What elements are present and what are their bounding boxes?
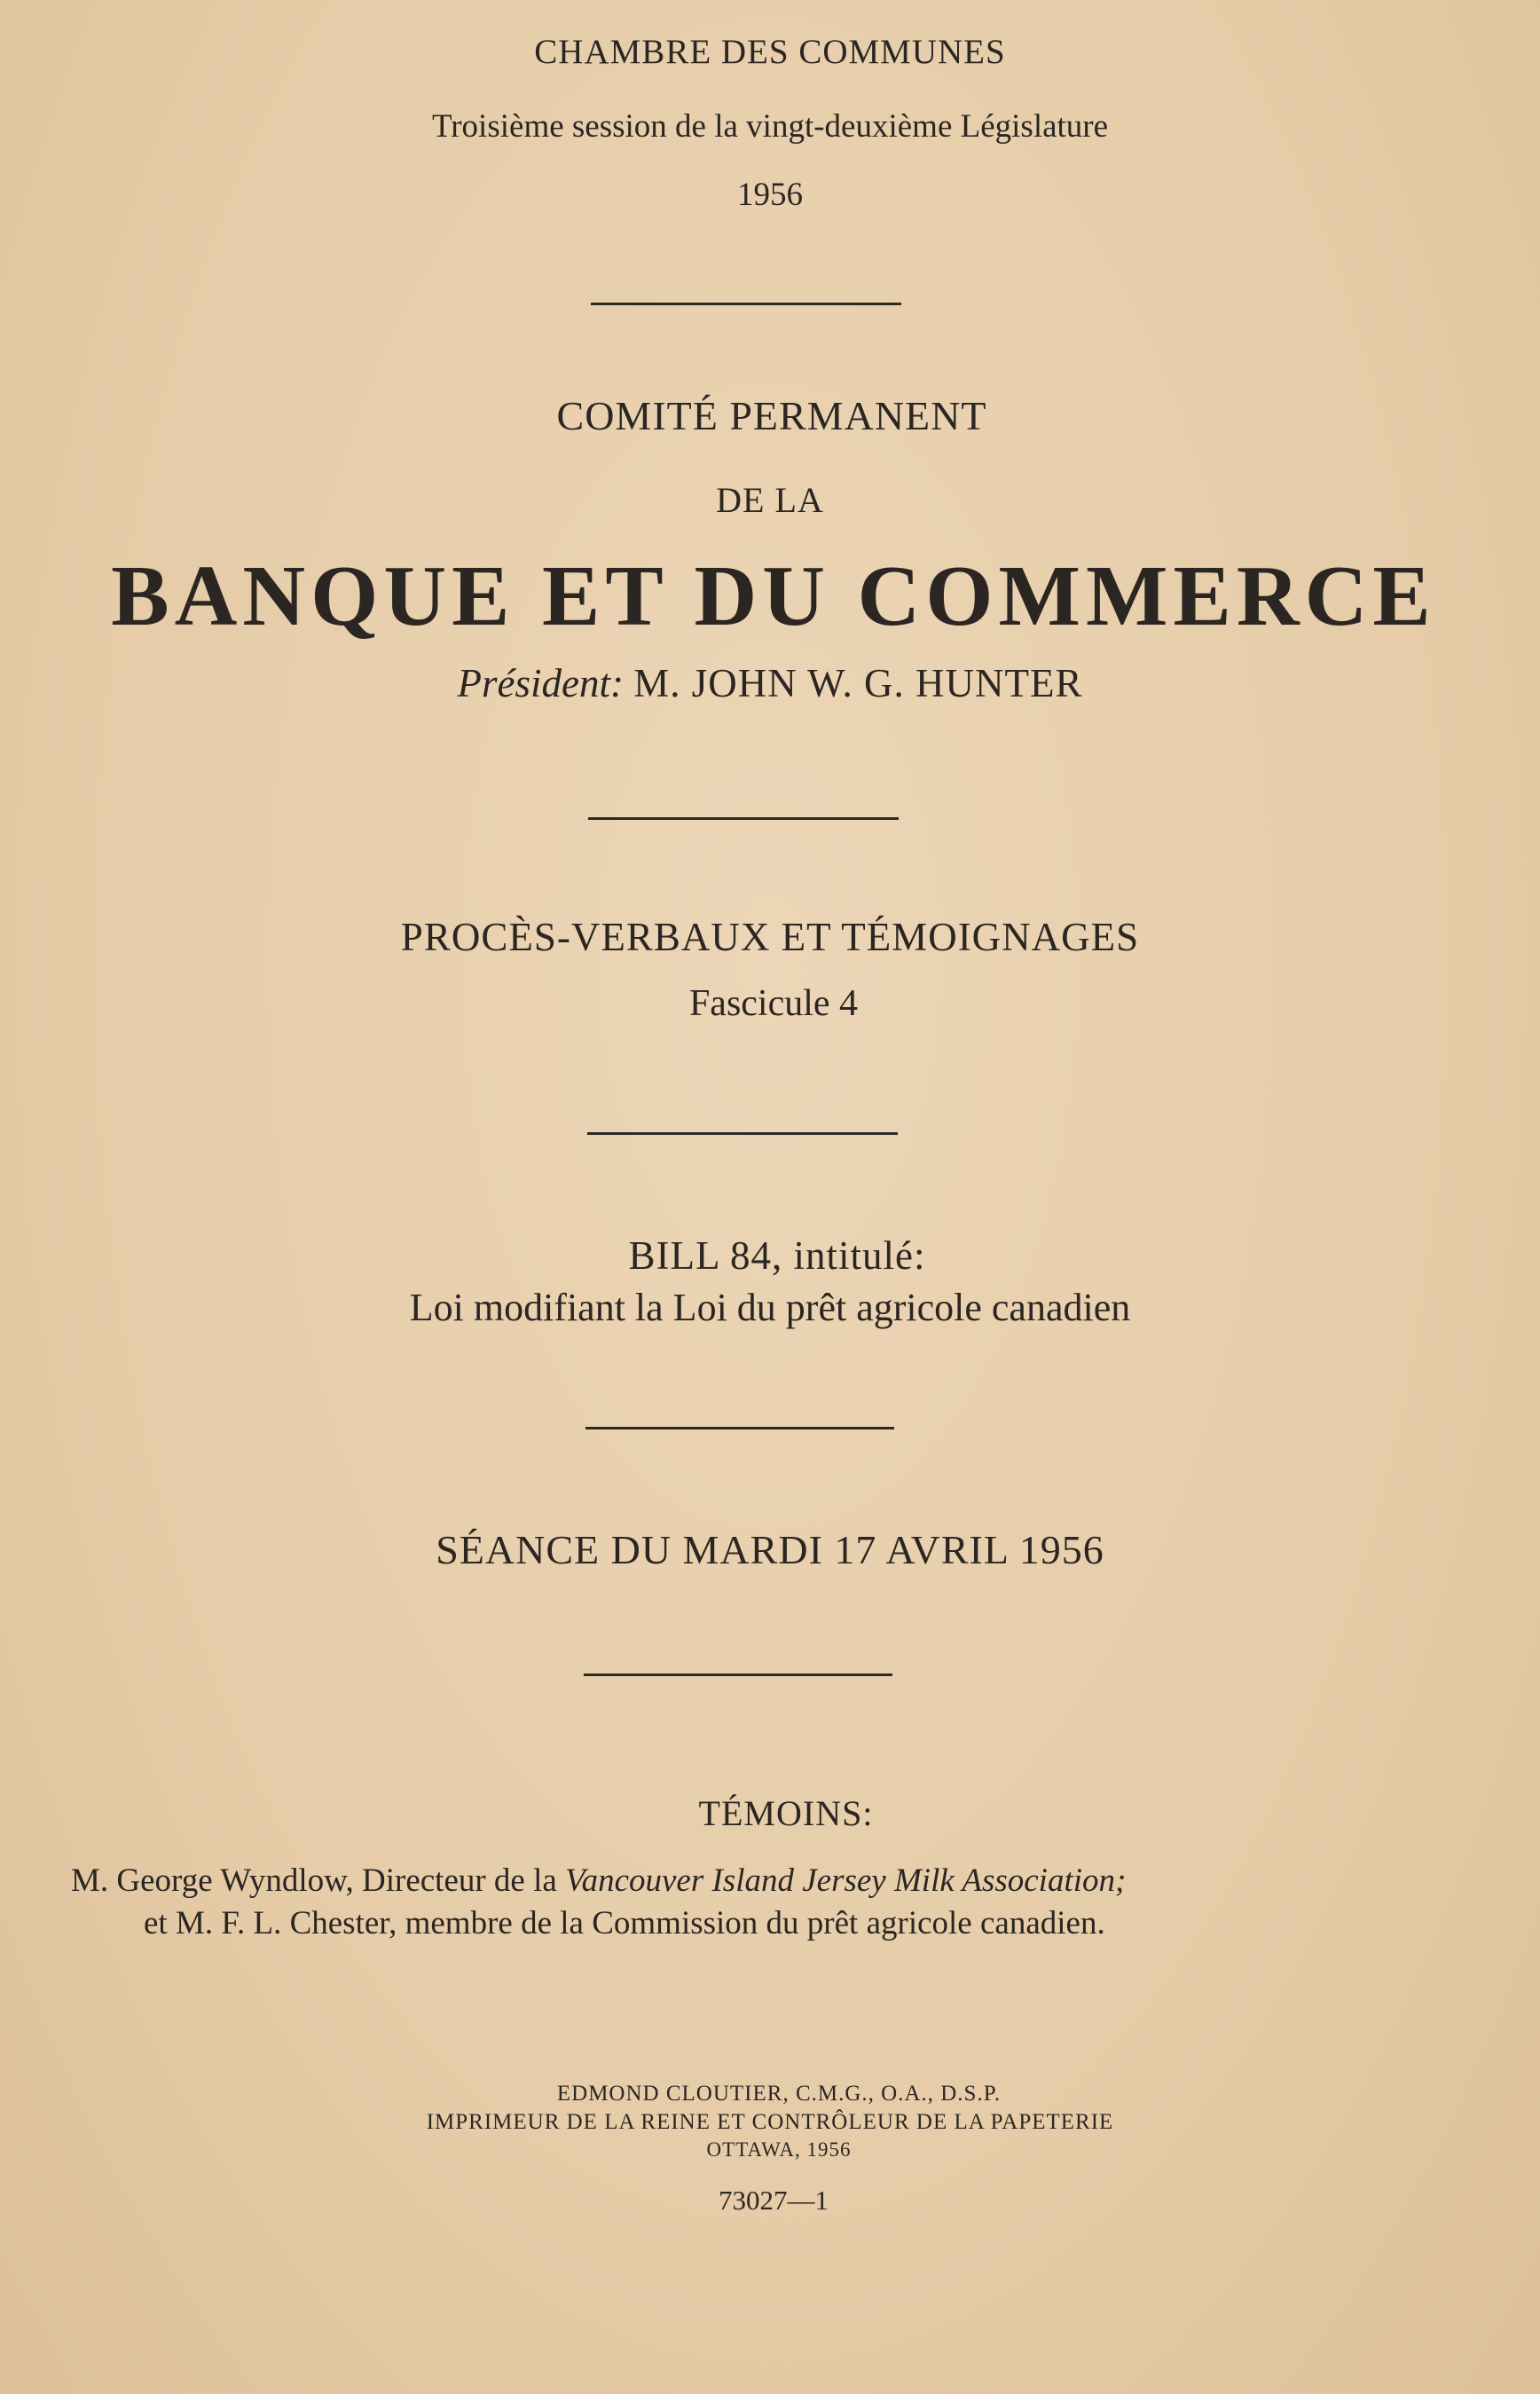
divider-1 — [591, 303, 901, 305]
bill-title: Loi modifiant la Loi du prêt agricole canadien — [409, 1286, 1131, 1329]
committee-title: BANQUE ET DU COMMERCE — [111, 548, 1436, 644]
committee-line-1: COMITÉ PERMANENT — [556, 393, 987, 438]
session-year: 1956 — [737, 177, 803, 213]
president-name: M. JOHN W. G. HUNTER — [633, 661, 1083, 705]
divider-4 — [585, 1427, 894, 1429]
imprint-place: OTTAWA, 1956 — [706, 2138, 852, 2161]
sitting-title: SÉANCE DU MARDI 17 AVRIL 1956 — [436, 1527, 1104, 1572]
proceedings-title: PROCÈS-VERBAUX ET TÉMOIGNAGES — [400, 915, 1140, 959]
chamber-heading: CHAMBRE DES COMMUNES — [534, 33, 1006, 71]
witness-organization: Vancouver Island Jersey Milk Association; — [565, 1862, 1127, 1899]
president-line — [0, 660, 1540, 706]
witnesses-heading: TÉMOINS: — [698, 1793, 874, 1833]
bill-number: BILL 84, intitulé: — [628, 1233, 926, 1278]
proceedings-issue: Fascicule 4 — [688, 983, 859, 1024]
president-label: Président: — [457, 661, 624, 705]
witness-line-1-text: M. George Wyndlow, Directeur de la — [71, 1862, 566, 1899]
witness-line-2: et M. F. L. Chester, membre de la Commission du prêt agricole canadien. — [144, 1905, 1105, 1941]
imprint-printer: EDMOND CLOUTIER, C.M.G., O.A., D.S.P. — [556, 2082, 1002, 2106]
divider-5 — [584, 1673, 892, 1676]
imprint-role: IMPRIMEUR DE LA REINE ET CONTRÔLEUR DE LA PAPETERIE — [426, 2110, 1114, 2134]
witness-line-1 — [71, 1862, 1126, 1900]
divider-2 — [588, 817, 899, 820]
divider-3 — [587, 1132, 898, 1135]
session-line: Troisième session de la vingt-deuxième Législature — [431, 108, 1109, 145]
committee-line-2: DE LA — [716, 480, 824, 520]
document-code: 73027—1 — [719, 2185, 829, 2216]
